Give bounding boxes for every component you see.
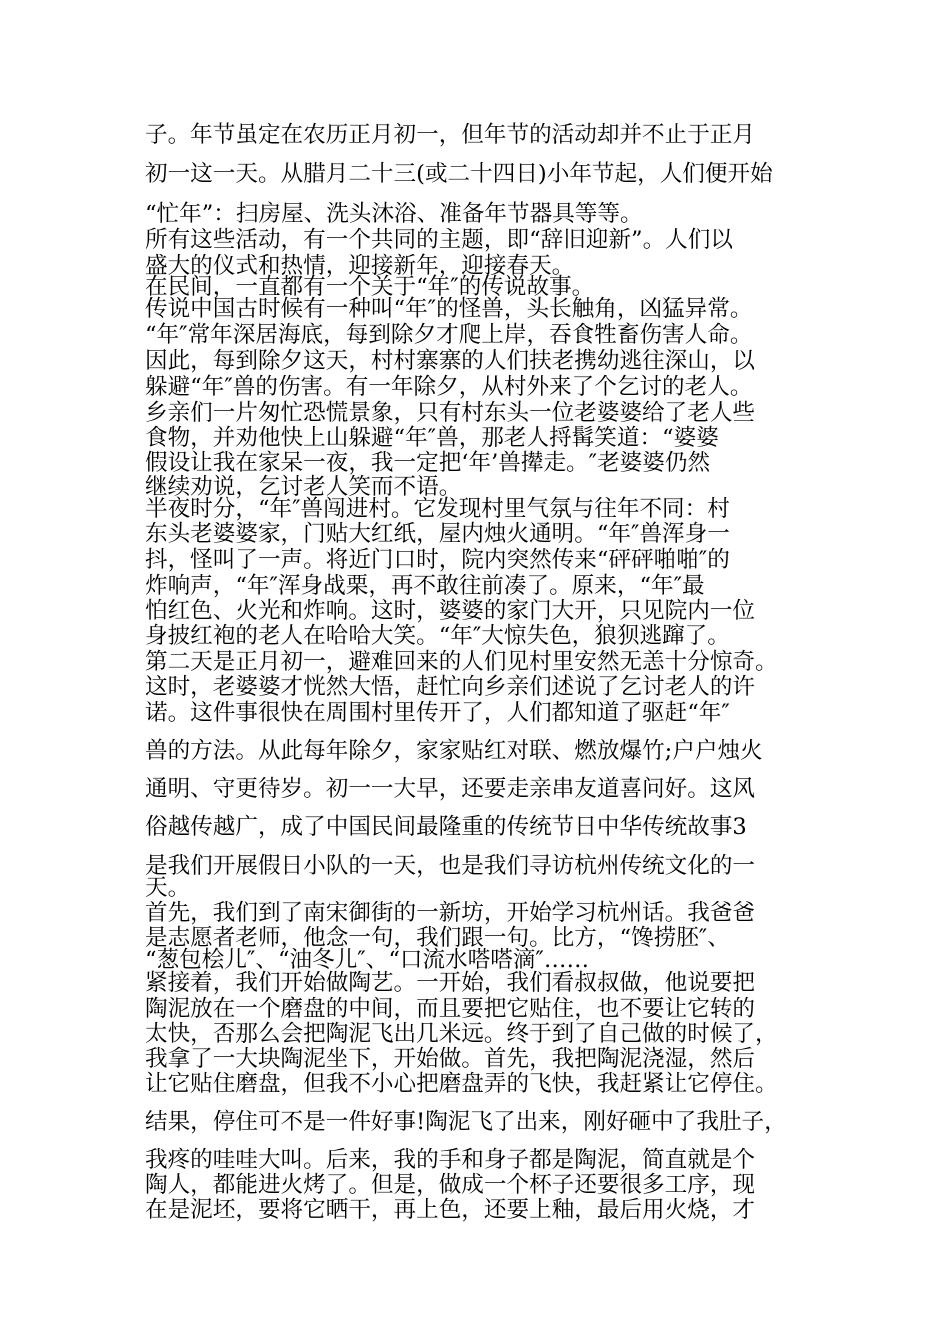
text-line: 炸响声，“年″浑身战栗，再不敢往前凑了。原来，“年″最 [145,573,705,599]
text-line: 假设让我在家呆一夜，我一定把‘年’兽撵走。″老婆婆仍然 [145,450,711,476]
text-line: 太快，否那么会把陶泥飞出几米远。终于到了自己做的时候了， [145,1021,778,1047]
text-line: 第二天是正月初一，避难回来的人们见村里安然无恙十分惊奇。 [145,649,778,675]
text-line: 所有这些活动，有一个共同的主题，即“辞旧迎新”。人们以 [145,227,733,253]
text-line: 盛大的仪式和热情，迎接新年，迎接春天。 [145,253,575,279]
text-line: “年″常年深居海底，每到除夕才爬上岸，吞食牲畜伤害人命。 [145,322,753,348]
text-line: 让它贴住磨盘，但我不小心把磨盘弄的飞快，我赶紧让它停住。 [145,1071,778,1097]
text-line: 抖，怪叫了一声。将近门口时，院内突然传来“砰砰啪啪″的 [145,547,730,573]
text-line: “忙年”：扫房屋、洗头沐浴、准备年节器具等等。 [145,201,643,227]
text-line: 诺。这件事很快在周围村里传开了，人们都知道了驱赶“年″ [145,700,730,726]
text-line: 陶人，都能进火烤了。但是，做成一个杯子还要很多工序，现 [145,1172,756,1198]
text-line: 子。年节虽定在农历正月初一，但年节的活动却并不止于正月 [145,122,756,148]
text-line: “葱包桧儿″、“油冬儿″、“口流水嗒嗒滴″…… [145,947,590,973]
text-line: 怕红色、火光和炸响。这时，婆婆的家门大开，只见院内一位 [145,598,756,624]
text-line: 这时，老婆婆才恍然大悟，赶忙向乡亲们述说了乞讨老人的许 [145,674,756,700]
text-line: 兽的方法。从此每年除夕，家家贴红对联、燃放爆竹;户户烛火 [145,738,763,764]
text-line: 因此，每到除夕这天，村村寨寨的人们扶老携幼逃往深山，以 [145,348,756,374]
text-line: 初一这一天。从腊月二十三(或二十四日)小年节起，人们便开始 [145,161,773,187]
text-line: 我疼的哇哇大叫。后来，我的手和身子都是陶泥，简直就是个 [145,1147,756,1173]
text-line: 传说中国古时候有一种叫“年″的怪兽，头长触角，凶猛异常。 [145,296,753,322]
text-line: 陶泥放在一个磨盘的中间，而且要把它贴住，也不要让它转的 [145,996,756,1022]
text-line: 紧接着，我们开始做陶艺。一开始，我们看叔叔做，他说要把 [145,970,756,996]
text-line: 我拿了一大块陶泥坐下，开始做。首先，我把陶泥浇湿，然后 [145,1046,756,1072]
text-line: 是我们开展假日小队的一天，也是我们寻访杭州传统文化的一 [145,853,756,879]
text-line: 继续劝说，乞讨老人笑而不语。 [145,474,462,500]
text-line: 半夜时分，“年″兽闯进村。它发现村里气氛与往年不同：村 [145,496,730,522]
text-line: 在民间，一直都有一个关于“年″的传说故事。 [145,274,595,300]
text-line: 首先，我们到了南宋御街的一新坊，开始学习杭州话。我爸爸 [145,900,756,926]
text-line: 在是泥坯，要将它晒干，再上色，还要上釉，最后用火烧，才 [145,1197,756,1223]
text-line: 结果，停住可不是一件好事!陶泥飞了出来，刚好砸中了我肚子， [145,1109,787,1135]
text-line: 俗越传越广，成了中国民间最隆重的传统节日中华传统故事3 [145,814,747,840]
text-line: 乡亲们一片匆忙恐慌景象，只有村东头一位老婆婆给了老人些 [145,400,756,426]
text-line: 通明、守更待岁。初一一大早，还要走亲串友道喜问好。这风 [145,776,756,802]
text-line: 身披红袍的老人在哈哈大笑。“年″大惊失色，狼狈逃蹿了。 [145,623,730,649]
text-line: 是志愿者老师，他念一句，我们跟一句。比方，“馋捞胚″、 [145,925,730,951]
text-line: 躲避“年″兽的伤害。有一年除夕，从村外来了个乞讨的老人。 [145,374,753,400]
text-line: 食物，并劝他快上山躲避“年″兽，那老人捋髯笑道：“婆婆 [145,425,719,451]
text-line: 天。 [145,875,191,901]
text-line: 东头老婆婆家，门贴大红纸，屋内烛火通明。“年″兽浑身一 [145,521,730,547]
